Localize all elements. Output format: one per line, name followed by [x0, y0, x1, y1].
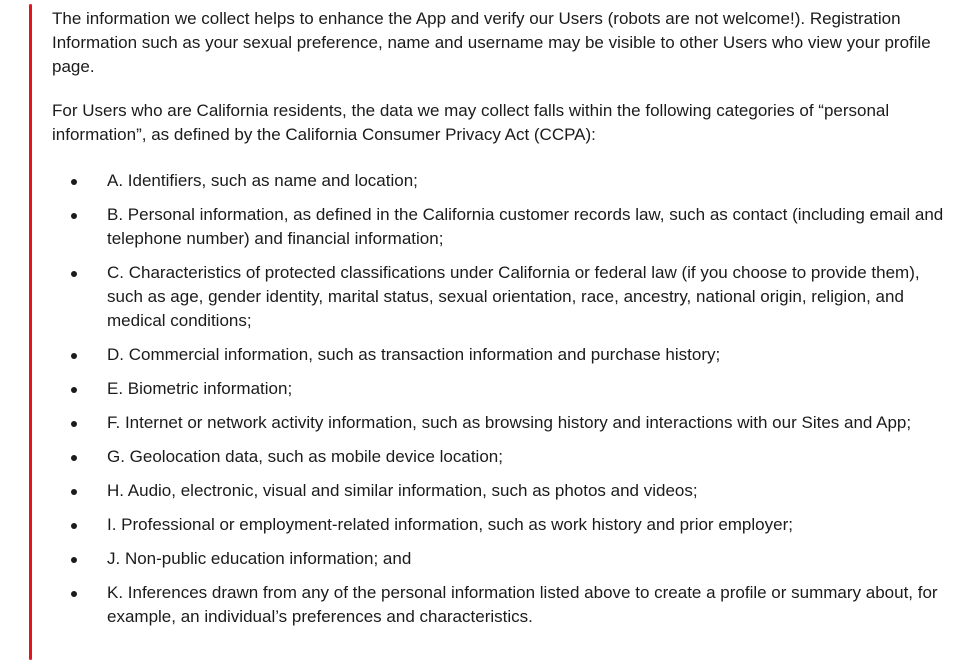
bullet-icon	[71, 387, 77, 393]
list-item-text: I. Professional or employment-related information, such as work history and prior employer;	[107, 515, 793, 534]
personal-information-category-list	[52, 169, 952, 629]
bullet-icon	[71, 421, 77, 427]
list-item	[52, 479, 952, 503]
list-item	[52, 343, 952, 367]
ccpa-paragraph: For Users who are California residents, the data we may collect falls within the following categories of “personal information”, as defined by the California Consumer Privacy Act (CCPA):	[52, 101, 890, 144]
list-item-text: D. Commercial information, such as transaction information and purchase history;	[107, 345, 721, 364]
bullet-icon	[71, 591, 77, 597]
list-item	[52, 445, 952, 469]
bullet-icon	[71, 271, 77, 277]
list-item-text: C. Characteristics of protected classifications under California or federal law (if you choose to provide them), such as age, gender identity, marital status, sexual orientation, race, ancestry, national origin, religion, and medical conditions;	[107, 263, 920, 330]
list-item	[52, 513, 952, 537]
list-item	[52, 261, 952, 333]
intro-paragraph: The information we collect helps to enhance the App and verify our Users (robots are not welcome!). Registration Information such as your sexual preference, name and username may be visible to other Users who view your profile page.	[52, 9, 931, 76]
list-item-text: F. Internet or network activity information, such as browsing history and interactions with our Sites and App;	[107, 413, 912, 432]
list-item-text: B. Personal information, as defined in the California customer records law, such as contact (including email and telephone number) and financial information;	[107, 205, 944, 248]
list-item	[52, 411, 952, 435]
list-item-text: A. Identifiers, such as name and location;	[107, 171, 418, 190]
list-item-text: K. Inferences drawn from any of the personal information listed above to create a profile or summary about, for example, an individual’s preferences and characteristics.	[107, 583, 938, 626]
bullet-icon	[71, 455, 77, 461]
list-item-text: H. Audio, electronic, visual and similar information, such as photos and videos;	[107, 481, 698, 500]
list-item	[52, 377, 952, 401]
privacy-policy-excerpt	[52, 7, 952, 639]
blockquote-accent-bar	[29, 4, 32, 660]
list-item	[52, 581, 952, 629]
list-item-text: G. Geolocation data, such as mobile device location;	[107, 447, 503, 466]
list-item-text: J. Non-public education information; and	[107, 549, 412, 568]
bullet-icon	[71, 213, 77, 219]
bullet-icon	[71, 179, 77, 185]
list-item	[52, 169, 952, 193]
bullet-icon	[71, 353, 77, 359]
list-item-text: E. Biometric information;	[107, 379, 293, 398]
list-item	[52, 547, 952, 571]
bullet-icon	[71, 489, 77, 495]
list-item	[52, 203, 952, 251]
bullet-icon	[71, 523, 77, 529]
bullet-icon	[71, 557, 77, 563]
